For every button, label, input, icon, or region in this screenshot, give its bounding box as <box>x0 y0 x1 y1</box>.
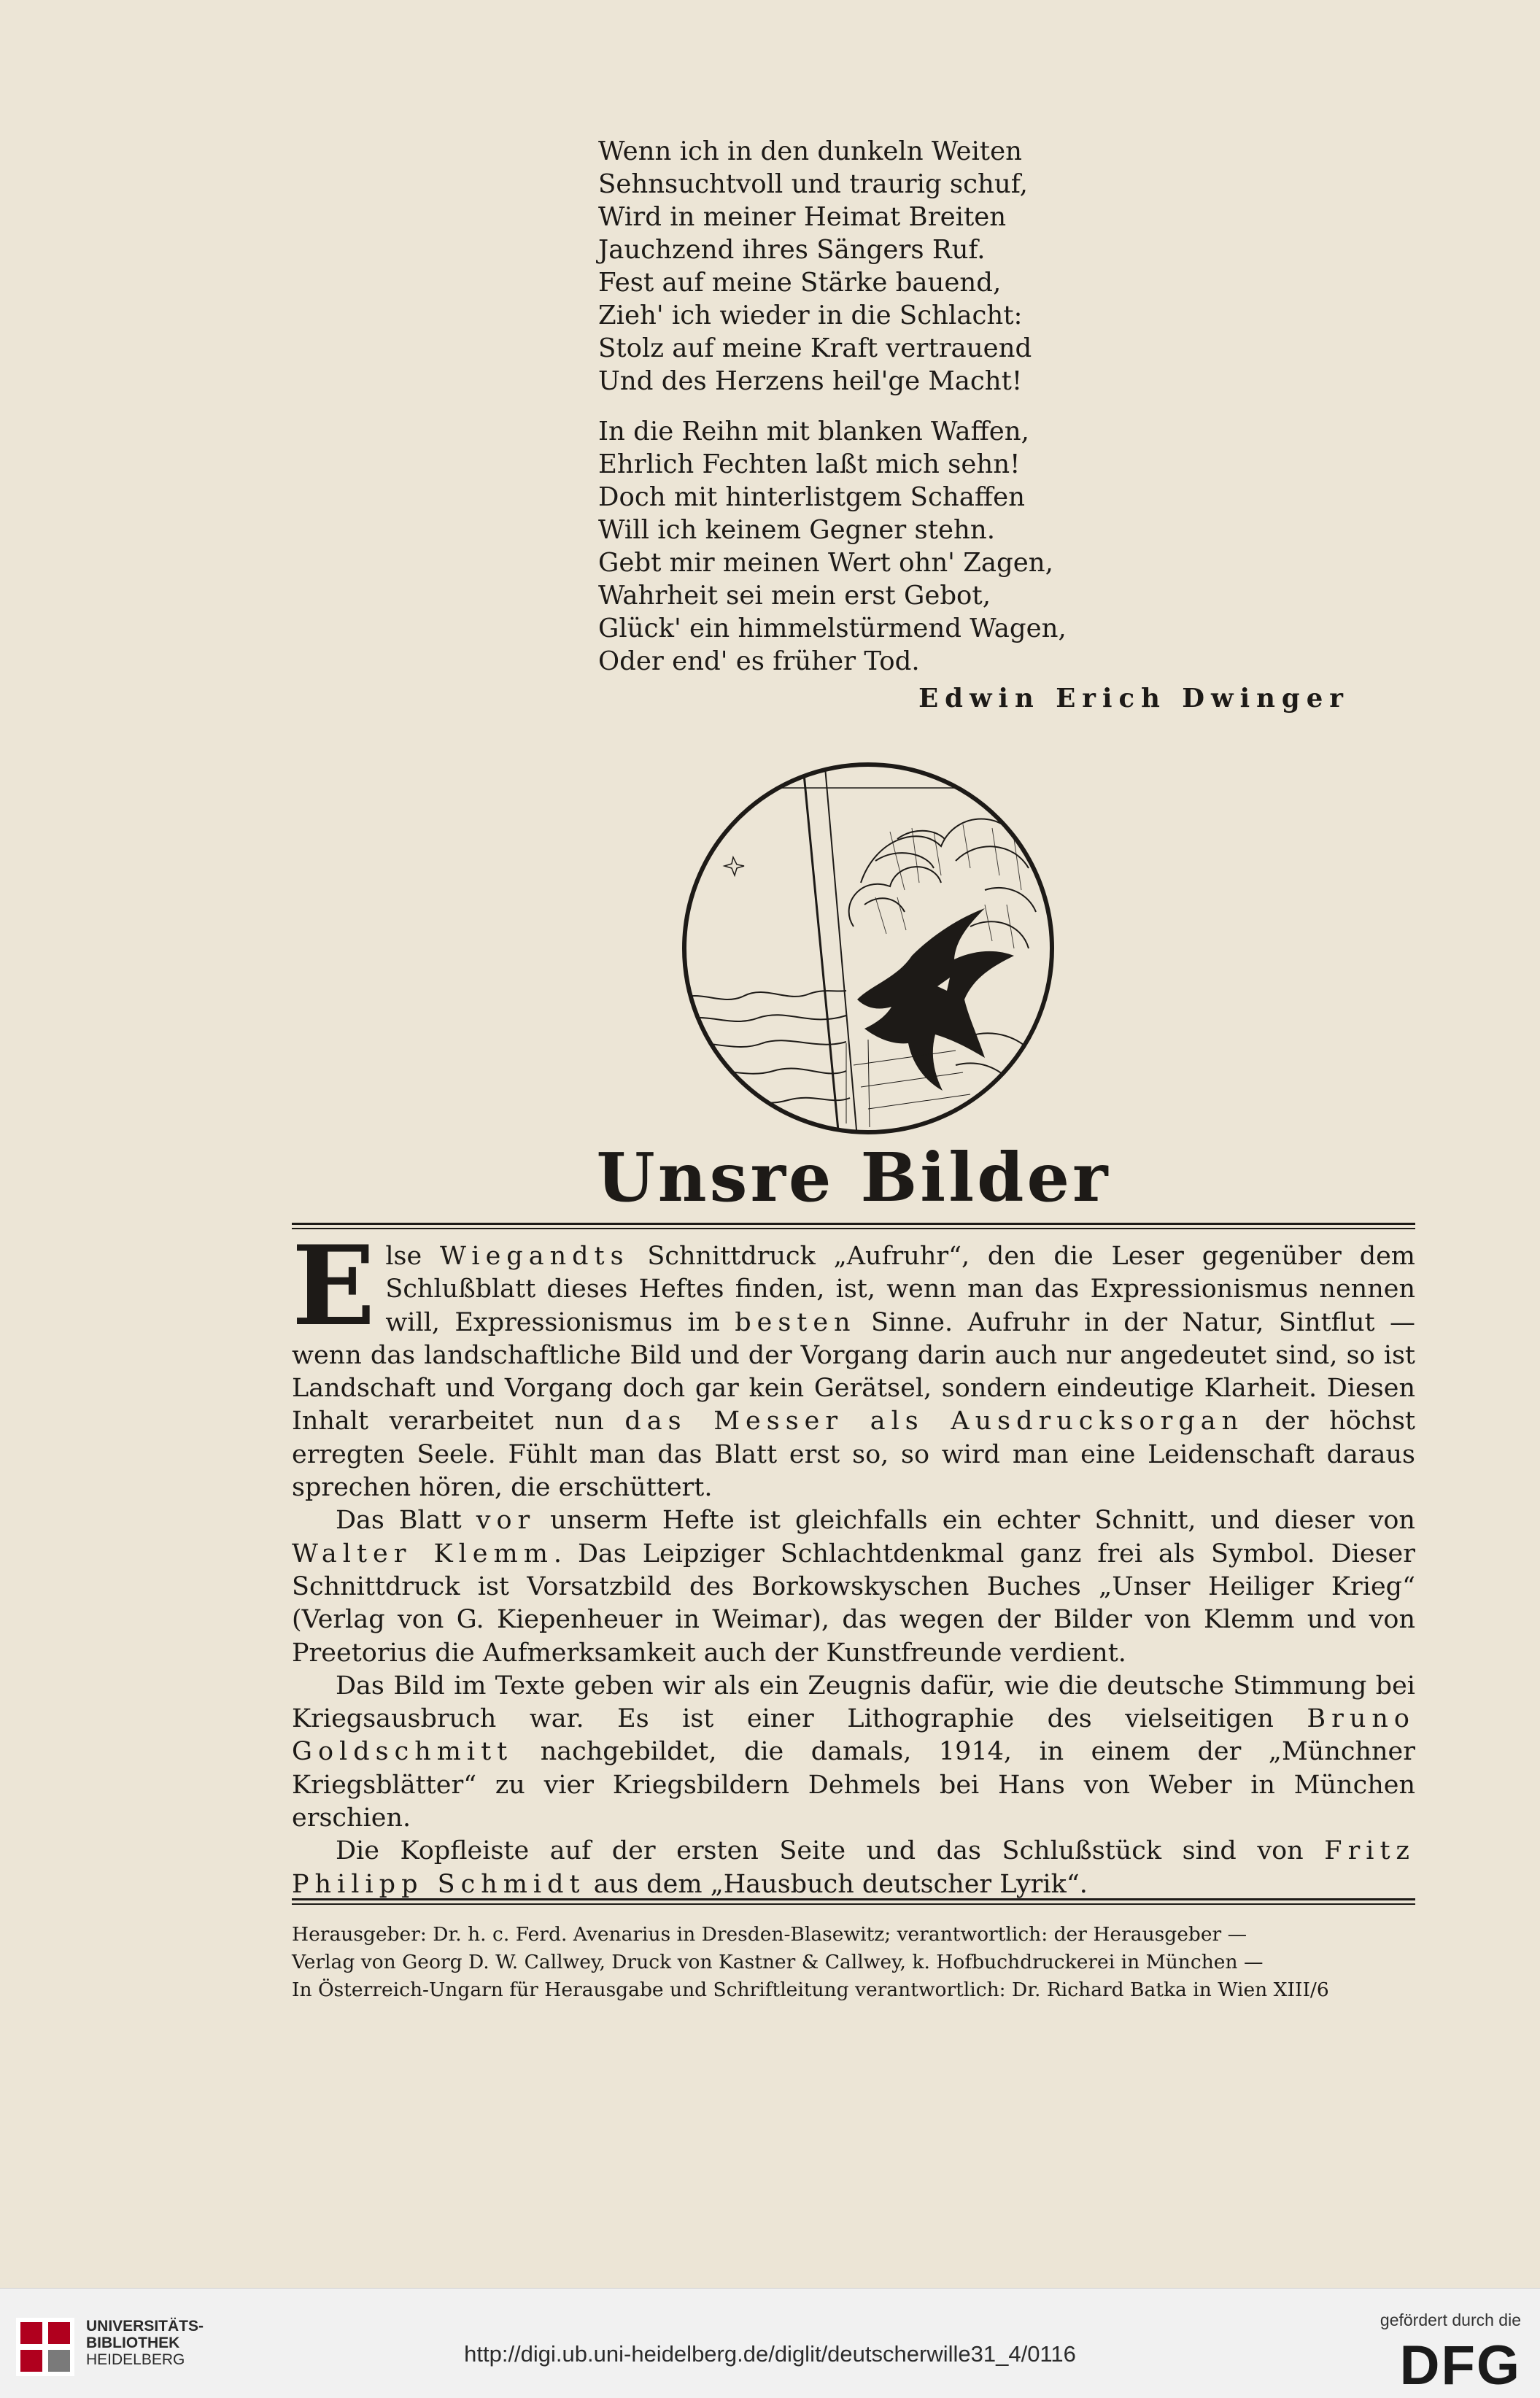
library-line: UNIVERSITÄTS- <box>86 2318 204 2335</box>
poem-line: Zieh' ich wieder in die Schlacht: <box>598 301 1023 330</box>
poem-line: Wird in meiner Heimat Breiten <box>598 202 1007 232</box>
spaced-text: Bruno Goldschmitt <box>292 1704 1415 1767</box>
text-run: unserm Hefte ist gleichfalls ein echter Schnitt, und dieser von <box>535 1506 1415 1536</box>
text-run: Schnittdruck „Aufruhr“, den die Leser gegenüber dem Schlußblatt dieses Heftes finden, ist, wenn man das Expressionismus nennen will, Expressionismus im <box>385 1242 1415 1337</box>
poem-line: Sehnsuchtvoll und traurig schuf, <box>598 169 1028 199</box>
imprint <box>292 1921 1415 2004</box>
article-paragraph <box>292 1222 1415 1504</box>
spaced-text: das Messer als Ausdrucksorgan <box>624 1407 1245 1436</box>
eagle-illustration <box>678 759 1058 1138</box>
drop-cap: E <box>292 1222 376 1350</box>
poem-line: Wenn ich in den dunkeln Weiten <box>598 136 1022 166</box>
poem <box>598 135 1350 732</box>
article-paragraph <box>292 1504 1415 1669</box>
library-line: HEIDELBERG <box>86 2351 185 2368</box>
text-run: Sinne. Aufruhr in der Natur, Sintflut — wenn das landschaftliche Bild und der Vorgang darin auch nur angedeutet sind, so ist Landschaft und Vorgang doch gar kein Gerätsel, sondern eindeutige Klarheit. Diesen Inhalt verarbeitet nun <box>292 1307 1415 1436</box>
poem-line: Oder end' es früher Tod. <box>598 646 920 676</box>
poem-line: Ehrlich Fechten laßt mich sehn! <box>598 449 1021 479</box>
text-run: Das Blatt <box>336 1506 476 1536</box>
poem-author: Edwin Erich Dwinger <box>918 684 1350 713</box>
spaced-text: Wiegandts <box>440 1242 630 1271</box>
imprint-line: Verlag von Georg D. W. Callwey, Druck von Kastner & Callwey, k. Hofbuchdruckerei in München — <box>292 1951 1264 1973</box>
text-run: nachgebildet, die damals, 1914, in einem der „Münchner Kriegsblätter“ zu vier Kriegsbildern Dehmels bei Hans von Weber in München erschien. <box>292 1737 1415 1833</box>
article-paragraph <box>292 1670 1415 1835</box>
text-run: aus dem „Hausbuch deutscher Lyrik“. <box>585 1869 1088 1899</box>
funding-text: gefördert durch die <box>1380 2310 1521 2329</box>
article <box>292 1222 1415 1901</box>
poem-line: Doch mit hinterlistgem Schaffen <box>598 482 1025 512</box>
permalink-url[interactable]: http://digi.ub.uni-heidelberg.de/diglit/deutscherwille31_4/0116 <box>464 2341 1076 2367</box>
text-run: lse <box>385 1242 441 1271</box>
poem-line: Gebt mir meinen Wert ohn' Zagen, <box>598 548 1053 578</box>
text-run: Die Kopfleiste auf der ersten Seite und das Schlußstück sind von <box>336 1836 1325 1866</box>
poem-line: In die Reihn mit blanken Waffen, <box>598 417 1029 446</box>
spaced-text: vor <box>476 1506 536 1536</box>
viewer-footer <box>0 2288 1540 2398</box>
text-run: der höchst erregten Seele. Fühlt man das Blatt erst so, so wird man eine Leidenschaft daraus sprechen hören, die erschüttert. <box>292 1407 1415 1503</box>
article-paragraph <box>292 1835 1415 1901</box>
poem-line: Stolz auf meine Kraft vertrauend <box>598 333 1032 363</box>
poem-line: Und des Herzens heil'ge Macht! <box>598 366 1023 396</box>
spaced-text: besten <box>735 1307 856 1337</box>
spaced-text: Fritz Philipp Schmidt <box>292 1836 1415 1899</box>
poem-stanza-1 <box>598 135 1350 398</box>
text-run: Das Bild im Texte geben wir als ein Zeugnis dafür, wie die deutsche Stimmung bei Kriegsausbruch war. Es ist einer Lithographie des vielseitigen <box>292 1671 1415 1734</box>
poem-line: Wahrheit sei mein erst Gebot, <box>598 581 991 611</box>
poem-stanza-2 <box>598 415 1350 715</box>
spaced-text: Walter Klemm <box>292 1539 554 1569</box>
imprint-line: Herausgeber: Dr. h. c. Ferd. Avenarius in Dresden-Blasewitz; verantwortlich: der Herausgeber — <box>292 1923 1247 1946</box>
poem-line: Fest auf meine Stärke bauend, <box>598 268 1002 298</box>
text-run: . Das Leipziger Schlachtdenkmal ganz frei als Symbol. Dieser Schnittdruck ist Vorsatzbild des Borkowskyschen Buches „Unser Heiliger Krieg“ (Verlag von G. Kiepenheuer in Weimar), das wegen der Bilder von Klemm und von Preetorius die Aufmerksamkeit auch der Kunstfreunde verdient. <box>292 1539 1415 1668</box>
poem-line: Jauchzend ihres Sängers Ruf. <box>598 235 986 265</box>
imprint-rule <box>292 1898 1415 1905</box>
poem-line: Will ich keinem Gegner stehn. <box>598 515 996 545</box>
section-heading: Unsre Bilder <box>596 1138 1111 1217</box>
imprint-line: In Österreich-Ungarn für Herausgabe und Schriftleitung verantwortlich: Dr. Richard Batka in Wien XIII/6 <box>292 1979 1329 2001</box>
dfg-logo[interactable]: DFG <box>1399 2335 1521 2397</box>
heading-rule <box>292 1223 1415 1229</box>
library-line: BIBLIOTHEK <box>86 2335 180 2351</box>
poem-line: Glück' ein himmelstürmend Wagen, <box>598 614 1067 643</box>
